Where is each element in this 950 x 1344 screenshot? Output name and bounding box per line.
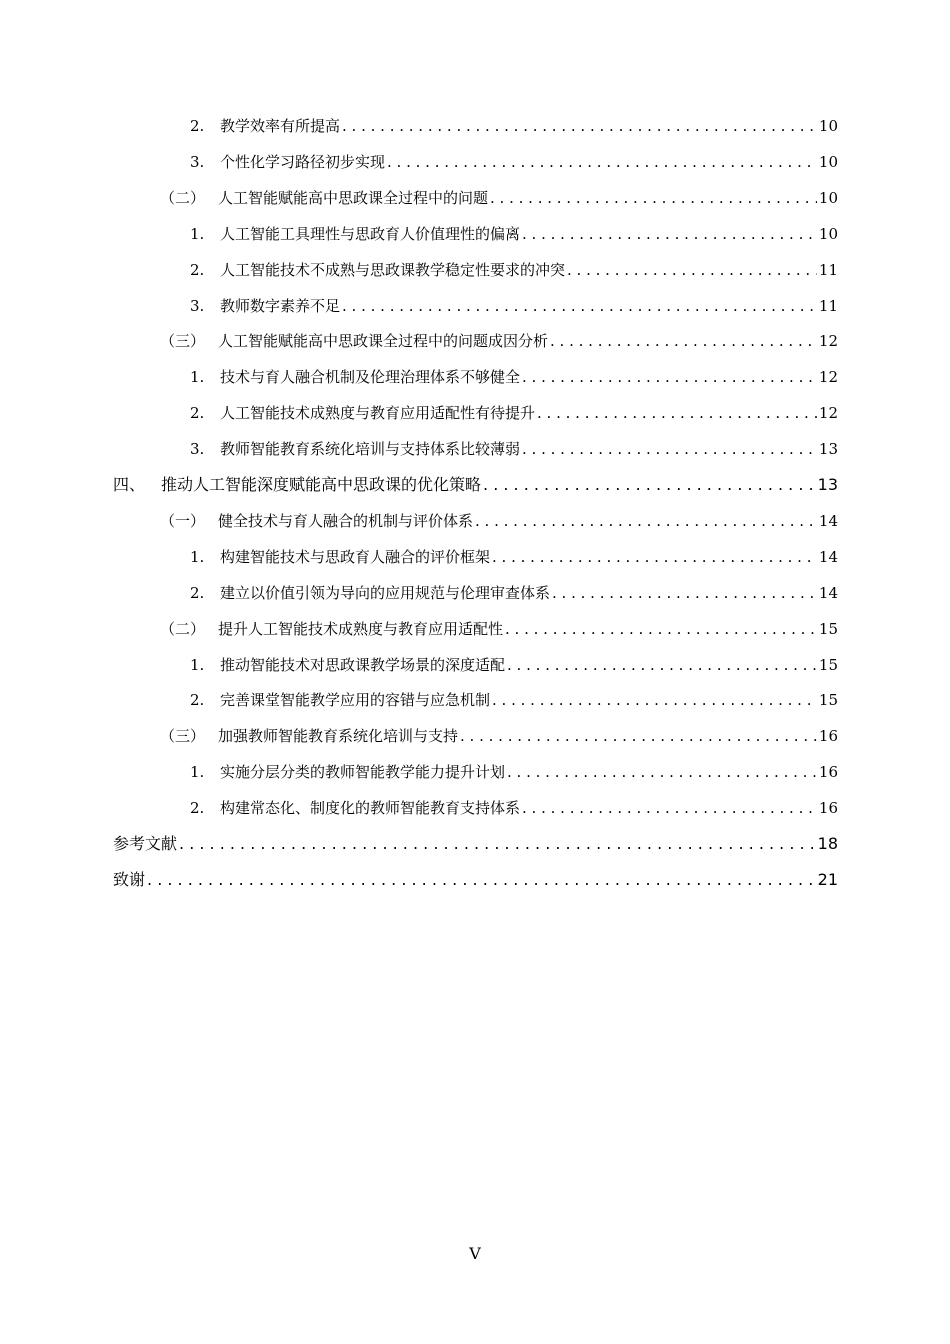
toc-entry-page: 10	[818, 152, 838, 171]
toc-entry-page: 13	[817, 475, 838, 494]
dot-leader	[492, 539, 817, 575]
toc-entry-number: 2.	[190, 404, 205, 423]
toc-entry-page: 12	[818, 404, 838, 423]
toc-entry[interactable]	[113, 467, 838, 503]
toc-entry-title: 人工智能技术不成熟与思政课教学稳定性要求的冲突	[220, 260, 566, 279]
toc-entry-page: 14	[818, 547, 838, 566]
dot-leader	[505, 611, 817, 647]
toc-entry[interactable]	[190, 431, 838, 467]
dot-leader	[179, 826, 816, 862]
toc-entry-page: 16	[818, 799, 838, 818]
toc-entry[interactable]	[190, 754, 838, 790]
dot-leader	[567, 252, 817, 288]
toc-entry-number: 2.	[190, 117, 205, 135]
dot-leader	[492, 682, 817, 718]
toc-entry[interactable]	[190, 682, 838, 718]
toc-entry-page: 14	[818, 511, 838, 530]
toc-entry[interactable]	[190, 359, 838, 395]
toc-entry-title: 参考文献	[113, 834, 178, 853]
toc-entry-title: 实施分层分类的教师智能教学能力提升计划	[220, 763, 506, 782]
toc-entry-number: 3.	[190, 440, 205, 459]
toc-entry[interactable]	[190, 252, 838, 288]
toc-entry-number: （二）	[160, 619, 206, 638]
toc-entry-page: 10	[818, 117, 838, 135]
toc-entry[interactable]	[190, 288, 838, 324]
toc-entry-page: 15	[818, 619, 838, 638]
toc-entry-page: 16	[818, 727, 838, 746]
toc-entry[interactable]	[190, 575, 838, 611]
toc-entry-title: 建立以价值引领为导向的应用规范与伦理审查体系	[220, 583, 551, 602]
toc-entry-number: 四、	[113, 475, 146, 494]
dot-leader	[460, 718, 817, 754]
toc-entry[interactable]	[160, 611, 838, 647]
toc-entry-page: 10	[818, 188, 838, 207]
toc-entry-title: 个性化学习路径初步实现	[220, 152, 386, 171]
dot-leader	[550, 323, 817, 359]
toc-entry-page: 14	[818, 583, 838, 602]
dot-leader	[537, 395, 817, 431]
toc-entry-title: 提升人工智能技术成熟度与教育应用适配性	[218, 619, 504, 638]
toc-entry-number: 1.	[190, 368, 205, 387]
toc-entry-title: 人工智能赋能高中思政课全过程中的问题成因分析	[218, 332, 549, 351]
toc-entry-page: 11	[818, 296, 838, 315]
dot-leader	[522, 359, 817, 395]
toc-entry-title: 教师智能教育系统化培训与支持体系比较薄弱	[220, 440, 521, 459]
toc-entry-number: 1.	[190, 655, 205, 674]
toc-entry-number: 2.	[190, 799, 205, 818]
toc-entry-page: 15	[818, 655, 838, 674]
toc-entry-title: 完善课堂智能教学应用的容错与应急机制	[220, 691, 491, 710]
toc-entry-title: 教学效率有所提高	[220, 117, 341, 135]
toc-entry[interactable]	[190, 144, 838, 180]
toc-entry-number: 1.	[190, 224, 205, 243]
dot-leader	[387, 144, 817, 180]
toc-entry[interactable]	[113, 826, 838, 862]
toc-entry-title: 推动人工智能深度赋能高中思政课的优化策略	[161, 475, 482, 494]
toc-entry-page: 15	[818, 691, 838, 710]
dot-leader	[507, 754, 817, 790]
toc-entry[interactable]	[190, 790, 838, 826]
dot-leader	[147, 862, 816, 898]
toc-entry[interactable]	[160, 323, 838, 359]
toc-entry-number: 3.	[190, 152, 205, 171]
dot-leader	[522, 216, 817, 252]
toc-entry-page: 12	[818, 368, 838, 387]
toc-entry-page: 11	[818, 260, 838, 279]
toc-entry-number: 2.	[190, 260, 205, 279]
toc-entry-number: （一）	[160, 511, 206, 530]
page-number: V	[469, 1244, 481, 1263]
dot-leader	[522, 790, 817, 826]
toc-entry-number: 1.	[190, 547, 205, 566]
toc-entry-page: 18	[817, 834, 838, 853]
toc-entry-number: 3.	[190, 296, 205, 315]
toc-entry-title: 加强教师智能教育系统化培训与支持	[218, 727, 459, 746]
toc-entry[interactable]	[160, 180, 838, 216]
toc-entry[interactable]	[190, 216, 838, 252]
dot-leader	[490, 180, 817, 216]
toc-entry-number: 2.	[190, 691, 205, 710]
toc-entry-title: 人工智能技术成熟度与教育应用适配性有待提升	[220, 404, 536, 423]
toc-entry[interactable]	[190, 647, 838, 683]
toc-entry-page: 21	[817, 869, 838, 889]
toc-entry-title: 健全技术与育人融合的机制与评价体系	[218, 511, 474, 530]
toc-entry-number: （三）	[160, 727, 206, 746]
toc-entry-title: 构建常态化、制度化的教师智能教育支持体系	[220, 799, 521, 818]
toc-entry-title: 推动智能技术对思政课教学场景的深度适配	[220, 655, 506, 674]
toc-entry-title: 教师数字素养不足	[220, 296, 341, 315]
dot-leader	[342, 288, 817, 324]
toc-entry-number: （二）	[160, 188, 206, 207]
toc-entry-number: （三）	[160, 332, 206, 351]
toc-entry-number: 1.	[190, 763, 205, 782]
toc-entry-title: 技术与育人融合机制及伦理治理体系不够健全	[220, 368, 521, 387]
toc-entry[interactable]	[190, 395, 838, 431]
toc-entry-title: 人工智能赋能高中思政课全过程中的问题	[218, 188, 489, 207]
dot-leader	[475, 503, 817, 539]
dot-leader	[552, 575, 817, 611]
dot-leader	[522, 431, 817, 467]
toc-entry[interactable]	[190, 539, 838, 575]
toc-entry[interactable]	[113, 862, 838, 898]
toc-entry-title: 构建智能技术与思政育人融合的评价框架	[220, 547, 491, 566]
toc-entry-page: 13	[818, 440, 838, 459]
dot-leader	[342, 108, 817, 144]
toc-entry[interactable]	[190, 108, 838, 144]
toc-entry-title: 人工智能工具理性与思政育人价值理性的偏离	[220, 224, 521, 243]
toc-entry-title: 致谢	[113, 869, 146, 889]
toc-entry-page: 16	[818, 763, 838, 782]
toc-entry-page: 12	[818, 332, 838, 351]
dot-leader	[507, 647, 817, 683]
toc-entry[interactable]	[160, 503, 838, 539]
toc-entry[interactable]	[160, 718, 838, 754]
dot-leader	[483, 467, 816, 503]
toc-entry-page: 10	[818, 224, 838, 243]
toc-entry-number: 2.	[190, 583, 205, 602]
